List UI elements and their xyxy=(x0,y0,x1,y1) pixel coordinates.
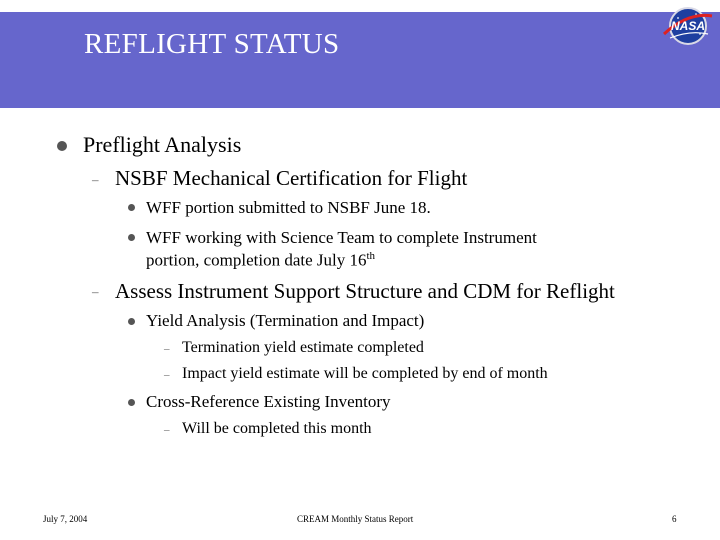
footer-date: July 7, 2004 xyxy=(43,514,88,524)
bullet-cross-reference: Cross-Reference Existing Inventory xyxy=(146,392,391,411)
bullet-dot-icon xyxy=(128,399,135,406)
bullet-wff-working-line1: WFF working with Science Team to complete Instrument xyxy=(146,228,537,247)
bullet-wff-submitted: WFF portion submitted to NSBF June 18. xyxy=(146,198,431,217)
bullet-dot-icon xyxy=(128,318,135,325)
bullet-nsbf-certification: NSBF Mechanical Certification for Flight xyxy=(115,166,468,190)
footer-title: CREAM Monthly Status Report xyxy=(297,514,414,524)
bullet-assess-structure: Assess Instrument Support Structure and CDM for Reflight xyxy=(115,279,615,303)
dash-icon: – xyxy=(164,424,170,436)
bullet-wff-working-line2: portion, completion date July 16th xyxy=(146,250,376,270)
bullet-dot-icon xyxy=(128,204,135,211)
bullet-dot-icon xyxy=(57,141,67,151)
slide-title: REFLIGHT STATUS xyxy=(84,28,340,60)
footer-page-number: 6 xyxy=(672,514,677,524)
bullet-dot-icon xyxy=(128,234,135,241)
dash-icon: – xyxy=(164,343,170,355)
dash-icon: – xyxy=(92,284,99,299)
bullet-termination-yield: Termination yield estimate completed xyxy=(182,339,424,356)
svg-text:NASA: NASA xyxy=(670,19,706,33)
bullet-preflight-analysis: Preflight Analysis xyxy=(83,132,242,157)
bullet-completed-this-month: Will be completed this month xyxy=(182,420,372,437)
bullet-yield-analysis: Yield Analysis (Termination and Impact) xyxy=(146,311,425,330)
dash-icon: – xyxy=(92,172,99,187)
dash-icon: – xyxy=(164,369,170,381)
bullet-impact-yield: Impact yield estimate will be completed by end of month xyxy=(182,365,548,382)
